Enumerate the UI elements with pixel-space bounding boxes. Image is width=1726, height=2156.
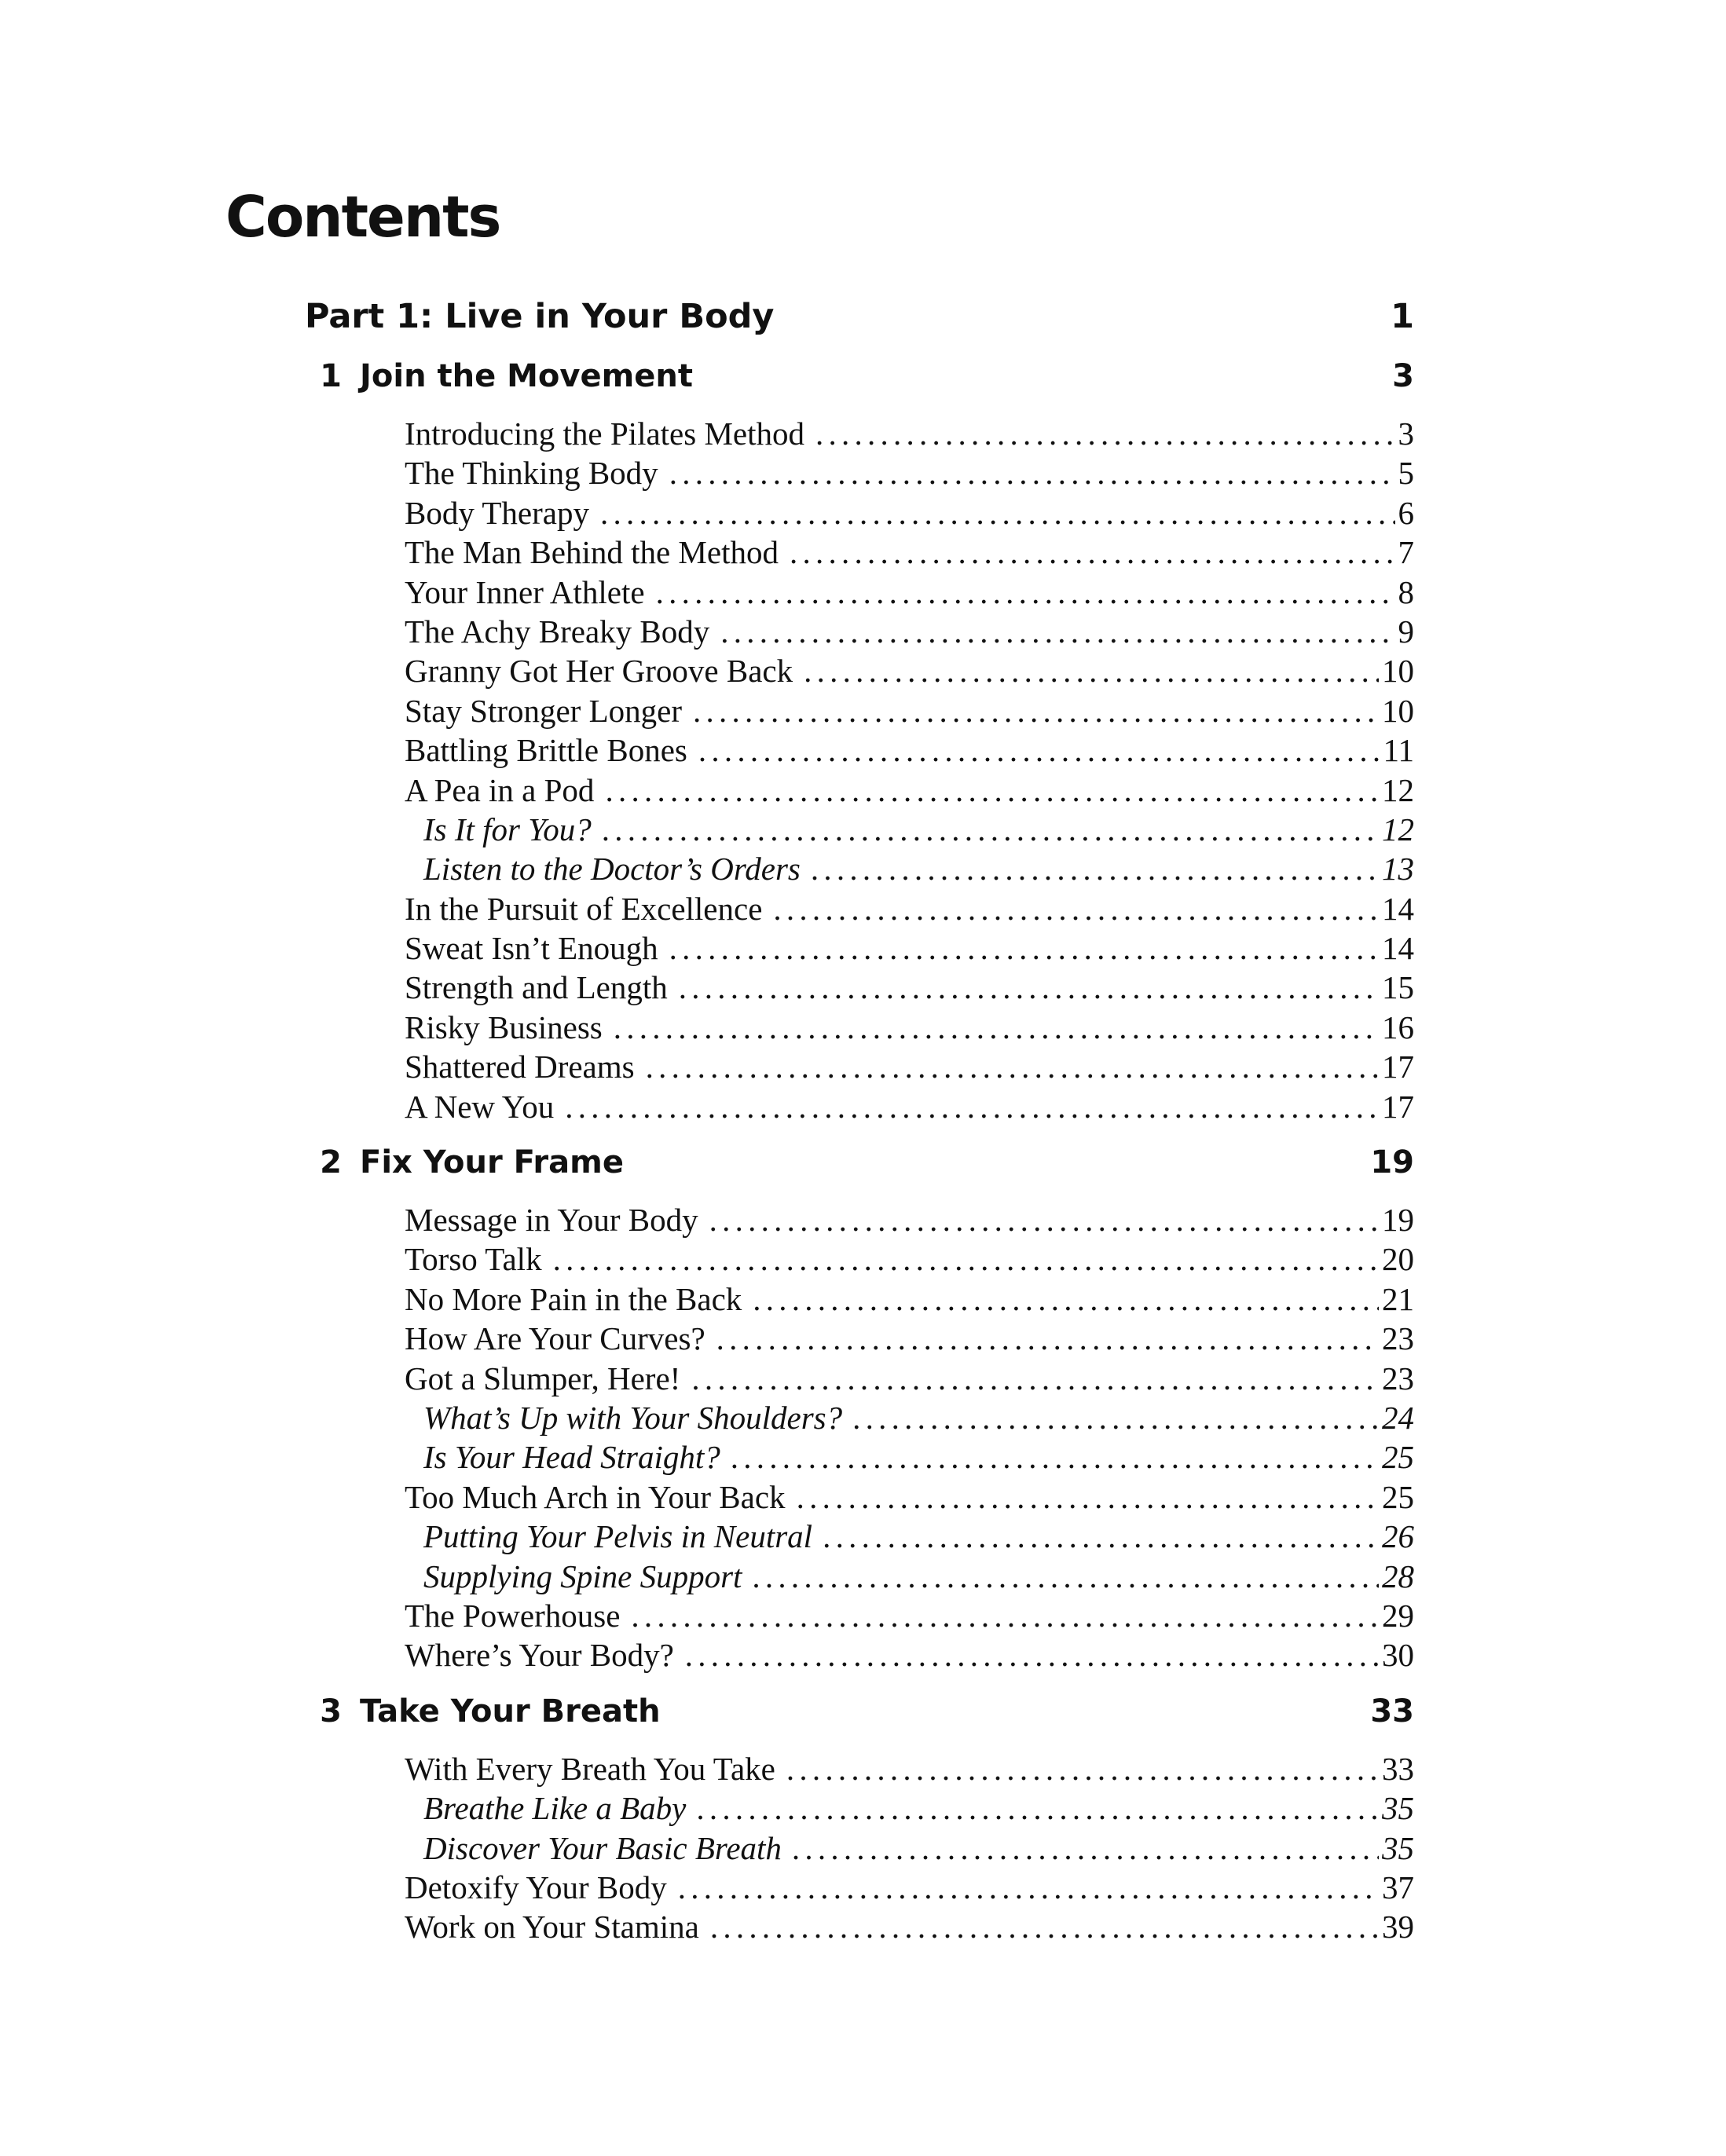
dot-leader [669, 929, 1379, 967]
entry-page-number: 11 [1383, 732, 1414, 769]
entry-page-number: 25 [1382, 1478, 1414, 1515]
chapter-number: 2 [320, 1144, 342, 1181]
entry-title: Putting Your Pelvis in Neutral [423, 1518, 813, 1555]
part-page-number: 1 [1391, 297, 1414, 336]
chapter-title: Take Your Breath [360, 1693, 661, 1730]
entry-page-number: 12 [1382, 811, 1414, 847]
toc-subentry[interactable] [405, 1829, 1414, 1869]
entry-title: The Powerhouse [405, 1597, 621, 1634]
entry-title: Stay Stronger Longer [405, 692, 682, 729]
entry-page-number: 3 [1398, 415, 1414, 452]
toc-subentry[interactable] [405, 811, 1414, 850]
entry-title: The Thinking Body [405, 455, 658, 492]
part-title: Part 1: Live in Your Body [305, 297, 775, 336]
entry-title: Work on Your Stamina [405, 1909, 699, 1946]
entry-page-number: 8 [1398, 573, 1414, 610]
part-heading[interactable] [305, 297, 1414, 349]
toc-entry[interactable] [405, 1088, 1414, 1127]
dot-leader [731, 1438, 1379, 1476]
toc-entry[interactable] [405, 968, 1414, 1008]
entry-title: In the Pursuit of Excellence [405, 890, 763, 927]
dot-leader [669, 454, 1395, 492]
chapter-heading[interactable] [305, 1144, 1414, 1195]
toc-entry[interactable] [405, 573, 1414, 613]
dot-leader [753, 1558, 1379, 1595]
dot-leader [720, 613, 1394, 650]
entry-title: Is It for You? [423, 811, 592, 847]
entry-title: With Every Breath You Take [405, 1750, 775, 1787]
toc-entry[interactable] [405, 929, 1414, 968]
chapter-title: Join the Movement [360, 358, 694, 394]
dot-leader [691, 1360, 1379, 1397]
dot-leader [797, 1478, 1379, 1516]
entry-title: Detoxify Your Body [405, 1869, 667, 1905]
toc-entry[interactable] [405, 494, 1414, 533]
dot-leader [698, 731, 1380, 769]
entry-page-number: 25 [1382, 1439, 1414, 1476]
chapter-list [305, 358, 1414, 1948]
entry-page-number: 19 [1382, 1202, 1414, 1239]
dot-leader [815, 415, 1395, 452]
dot-leader [697, 1789, 1379, 1827]
toc-entry[interactable] [405, 454, 1414, 493]
chapter-page-number: 33 [1370, 1693, 1414, 1730]
entry-page-number: 37 [1382, 1869, 1414, 1905]
entry-title: Risky Business [405, 1008, 603, 1045]
dot-leader [646, 1048, 1379, 1085]
toc-entry[interactable] [405, 415, 1414, 454]
chapter-title: Fix Your Frame [360, 1144, 624, 1181]
dot-leader [753, 1280, 1379, 1318]
entry-page-number: 14 [1382, 930, 1414, 967]
dot-leader [710, 1908, 1379, 1946]
entry-page-number: 17 [1382, 1088, 1414, 1125]
entry-title: Your Inner Athlete [405, 573, 645, 610]
dot-leader [605, 771, 1379, 809]
entry-page-number: 35 [1382, 1790, 1414, 1827]
entry-page-number: 9 [1398, 613, 1414, 650]
entry-page-number: 33 [1382, 1750, 1414, 1787]
toc-entry[interactable] [405, 1636, 1414, 1675]
entry-title: The Achy Breaky Body [405, 613, 710, 650]
chapter-3 [305, 1693, 1414, 1948]
toc-entry[interactable] [405, 1597, 1414, 1636]
toc-entry[interactable] [405, 533, 1414, 573]
entry-title: Is Your Head Straight? [423, 1439, 720, 1476]
toc-subentry[interactable] [405, 1558, 1414, 1597]
dot-leader [853, 1399, 1379, 1437]
dot-leader [773, 890, 1379, 928]
dot-leader [786, 1750, 1379, 1788]
entry-title: Where’s Your Body? [405, 1637, 674, 1674]
entry-page-number: 15 [1382, 969, 1414, 1006]
entry-page-number: 30 [1382, 1637, 1414, 1674]
dot-leader [693, 692, 1379, 730]
entry-title: Got a Slumper, Here! [405, 1360, 681, 1396]
entry-page-number: 39 [1382, 1909, 1414, 1946]
chapter-page-number: 19 [1370, 1144, 1414, 1181]
entry-title: The Man Behind the Method [405, 534, 779, 571]
toc-entry[interactable] [405, 1008, 1414, 1048]
entry-page-number: 6 [1398, 494, 1414, 531]
entry-page-number: 7 [1398, 534, 1414, 571]
page-title: Contents [225, 184, 500, 250]
toc-entry[interactable] [405, 771, 1414, 811]
toc-entry[interactable] [405, 731, 1414, 771]
entry-page-number: 26 [1382, 1518, 1414, 1555]
dot-leader [600, 494, 1395, 532]
toc-entry[interactable] [405, 1360, 1414, 1399]
toc-entry[interactable] [405, 1750, 1414, 1789]
dot-leader [716, 1320, 1379, 1357]
dot-leader [790, 533, 1395, 571]
dot-leader [656, 573, 1395, 611]
toc-entry[interactable] [405, 1240, 1414, 1279]
dot-leader [823, 1517, 1379, 1555]
entry-page-number: 20 [1382, 1241, 1414, 1278]
dot-leader [804, 652, 1379, 690]
entry-page-number: 28 [1382, 1558, 1414, 1594]
toc-entry[interactable] [405, 692, 1414, 731]
entry-title: Granny Got Her Groove Back [405, 653, 793, 690]
toc-entry[interactable] [405, 1478, 1414, 1517]
entry-page-number: 21 [1382, 1280, 1414, 1317]
entry-page-number: 23 [1382, 1320, 1414, 1357]
entry-title: Breathe Like a Baby [423, 1790, 687, 1827]
entry-page-number: 16 [1382, 1008, 1414, 1045]
dot-leader [553, 1240, 1379, 1278]
entry-page-number: 23 [1382, 1360, 1414, 1396]
entry-title: Discover Your Basic Breath [423, 1829, 782, 1866]
toc-entry[interactable] [405, 1201, 1414, 1240]
toc-entry[interactable] [405, 652, 1414, 691]
entry-title: Message in Your Body [405, 1202, 698, 1239]
toc-entry[interactable] [405, 1048, 1414, 1087]
toc-subentry[interactable] [405, 1399, 1414, 1438]
chapter-number: 3 [320, 1693, 342, 1730]
chapter-1 [305, 358, 1414, 1127]
chapter-heading[interactable] [305, 1693, 1414, 1744]
entry-page-number: 17 [1382, 1049, 1414, 1085]
entry-title: A New You [405, 1088, 555, 1125]
entry-page-number: 10 [1382, 653, 1414, 690]
entry-title: Too Much Arch in Your Back [405, 1478, 786, 1515]
entry-page-number: 29 [1382, 1597, 1414, 1634]
dot-leader [565, 1088, 1379, 1126]
table-of-contents [305, 297, 1414, 1965]
entry-title: What’s Up with Your Shoulders? [423, 1399, 843, 1436]
entry-page-number: 13 [1382, 851, 1414, 888]
dot-leader [603, 811, 1379, 848]
toc-subentry[interactable] [405, 1517, 1414, 1557]
dot-leader [709, 1201, 1379, 1239]
entry-list [405, 415, 1414, 1127]
entry-list [405, 1750, 1414, 1948]
toc-subentry[interactable] [405, 850, 1414, 889]
entry-title: Sweat Isn’t Enough [405, 930, 658, 967]
entry-title: Battling Brittle Bones [405, 732, 687, 769]
entry-page-number: 24 [1382, 1399, 1414, 1436]
dot-leader [679, 968, 1379, 1006]
entry-title: Listen to the Doctor’s Orders [423, 851, 801, 888]
entry-page-number: 35 [1382, 1829, 1414, 1866]
toc-entry[interactable] [405, 1908, 1414, 1947]
dot-leader [678, 1869, 1379, 1906]
entry-title: Torso Talk [405, 1241, 542, 1278]
chapter-number: 1 [320, 358, 342, 394]
entry-page-number: 10 [1382, 692, 1414, 729]
entry-title: No More Pain in the Back [405, 1280, 742, 1317]
toc-subentry[interactable] [405, 1789, 1414, 1828]
toc-entry[interactable] [405, 613, 1414, 652]
toc-entry[interactable] [405, 890, 1414, 929]
chapter-2 [305, 1144, 1414, 1676]
entry-title: Body Therapy [405, 494, 589, 531]
dot-leader [614, 1008, 1379, 1046]
dot-leader [793, 1829, 1379, 1867]
entry-title: Supplying Spine Support [423, 1558, 742, 1594]
chapter-page-number: 3 [1392, 358, 1414, 394]
entry-page-number: 14 [1382, 890, 1414, 927]
entry-page-number: 12 [1382, 771, 1414, 808]
entry-title: Shattered Dreams [405, 1049, 635, 1085]
entry-list [405, 1201, 1414, 1676]
entry-title: A Pea in a Pod [405, 771, 595, 808]
toc-entry[interactable] [405, 1280, 1414, 1320]
entry-title: Introducing the Pilates Method [405, 415, 804, 452]
toc-entry[interactable] [405, 1320, 1414, 1359]
dot-leader [812, 850, 1379, 888]
toc-entry[interactable] [405, 1869, 1414, 1908]
toc-subentry[interactable] [405, 1438, 1414, 1477]
entry-title: Strength and Length [405, 969, 668, 1006]
entry-page-number: 5 [1398, 455, 1414, 492]
chapter-heading[interactable] [305, 358, 1414, 408]
entry-title: How Are Your Curves? [405, 1320, 705, 1357]
dot-leader [685, 1636, 1379, 1674]
dot-leader [631, 1597, 1379, 1634]
